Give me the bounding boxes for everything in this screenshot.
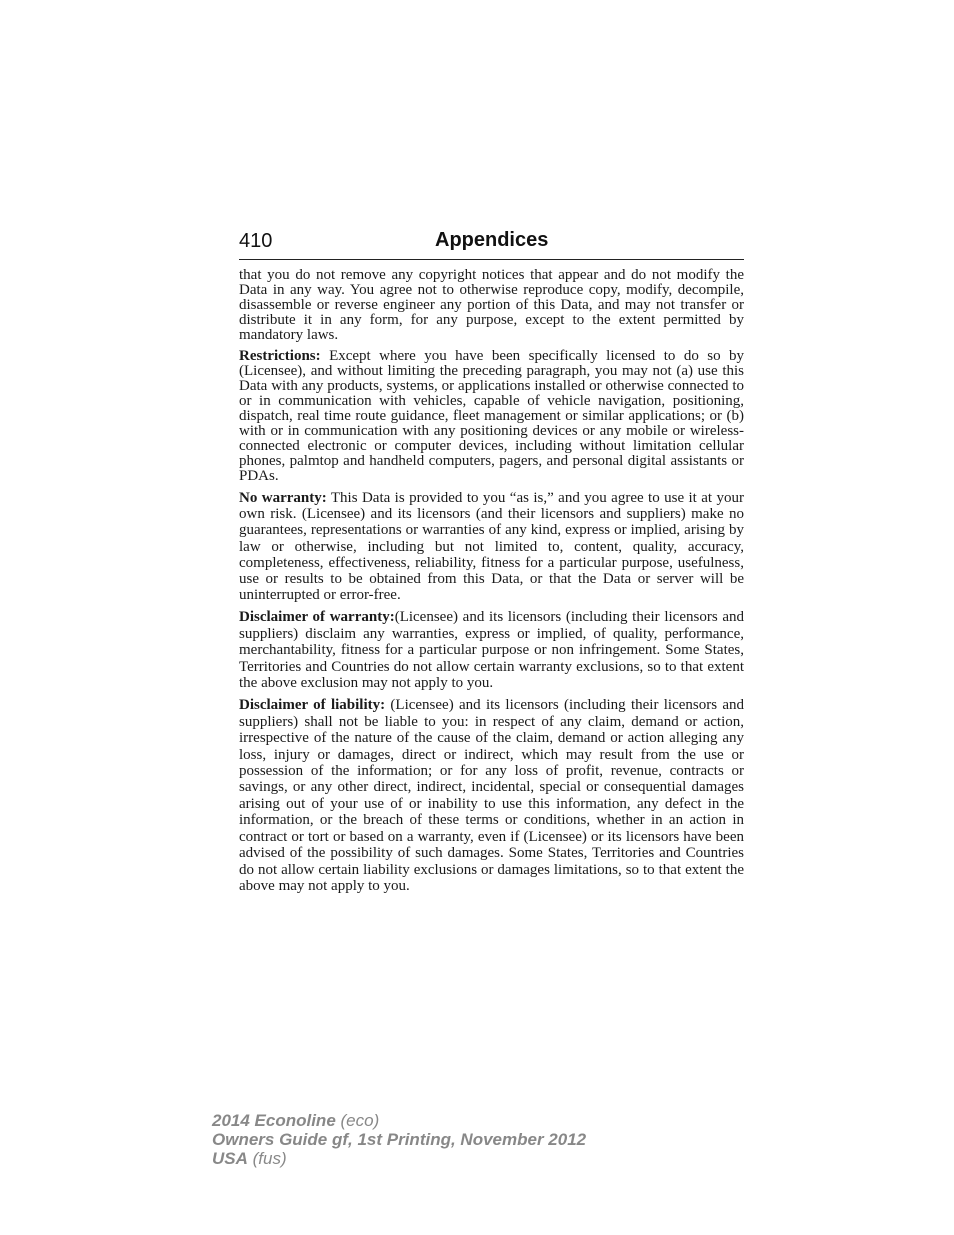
paragraph-text: (Licensee) and its licensors (including their licensors and suppliers) shall not be liable to you: in respect of any claim, demand or action, irrespective of the nature of the cause of the claim, demand or action alleging any loss, injury or damages, direct or indirect, which may result from the use or possession of the information; or for any loss of profit, revenue, contracts or savings, or any other direct, indirect, incidental, special or consequential damages arising out of your use of or inability to use this information, any defect in the information, or the breach of these terms or conditions, whether in an action in contract or tort or based on a warranty, even if (Licensee) or its licensors have been advised of the possibility of such damages. Some States, Territories and Countries do not allow certain liability exclusions or damages limitations, so to that extent the above may not apply to you.: [239, 697, 744, 894]
body-text: [239, 268, 744, 894]
paragraph-text: This Data is provided to you “as is,” and you agree to use it at your own risk. (Licensee) and its licensors (and their licensors and suppliers) make no guarantees, representations or warranties of any kind, express or implied, arising by law or otherwise, including but not limited to, content, quality, accuracy, completeness, effectiveness, reliability, fitness for a particular purpose, usefulness, use or results to be obtained from this Data, or that the Data or server will be uninterrupted or error-free.: [239, 490, 744, 604]
page-number: 410: [239, 230, 273, 252]
page-header: [239, 228, 744, 260]
paragraph-heading: Restrictions:: [239, 348, 321, 364]
paragraph-no-warranty: [239, 490, 744, 603]
paragraph-disclaimer-of-liability: [239, 697, 744, 894]
paragraph-disclaimer-of-warranty: [239, 609, 744, 691]
footer-model-line: [212, 1111, 586, 1130]
footer-guide: Owners Guide gf, 1st Printing, November 2012: [212, 1130, 587, 1149]
paragraph-heading: Disclaimer of liability:: [239, 697, 386, 714]
footer-model: 2014 Econoline: [212, 1111, 336, 1130]
footer-market: USA: [212, 1149, 248, 1168]
paragraph-text: (Licensee) and its licensors (including their licensors and suppliers) disclaim any warranties, express or implied, of quality, performance, merchantability, fitness for a particular purpose or non infringement. Some States, Territories and Countries do not allow certain warranty exclusions, so to that extent the above exclusion may not apply to you.: [239, 609, 744, 692]
footer-guide-line: [212, 1130, 586, 1149]
paragraph-text: that you do not remove any copyright notices that appear and do not modify the Data in any way. You agree not to otherwise reproduce copy, modify, decompile, disassemble or reverse engineer any portion of this Data, and may not transfer or distribute it in any form, for any purpose, except to the extent permitted by mandatory laws.: [239, 267, 744, 343]
footer-market-line: [212, 1149, 586, 1168]
page-footer: [212, 1111, 586, 1168]
paragraph-heading: No warranty:: [239, 490, 327, 506]
footer-model-code: (eco): [335, 1111, 380, 1130]
section-title: Appendices: [435, 229, 549, 251]
footer-market-code: (fus): [247, 1149, 287, 1168]
paragraph-restrictions: [239, 349, 744, 484]
paragraph-copyright: [239, 268, 744, 343]
paragraph-heading: Disclaimer of warranty:: [239, 609, 395, 626]
paragraph-text: Except where you have been specifically licensed to do so by (Licensee), and without limiting the preceding paragraph, you may not (a) use this Data with any products, systems, or applications installed or otherwise connected to or in communication with vehicles, capable of vehicle navigation, positioning, dispatch, real time route guidance, fleet management or similar applications; or (b) with or in communication with any positioning devices or any mobile or wireless-connected electronic or computer devices, including without limitation cellular phones, palmtop and handheld computers, pagers, and personal digital assistants or PDAs.: [239, 348, 744, 484]
